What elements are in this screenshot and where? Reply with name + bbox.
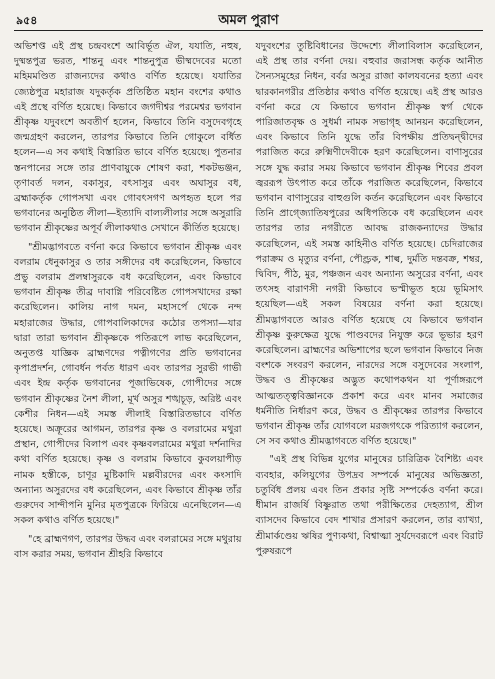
paragraph: "শ্রীমদ্ভাগবতে বর্ণনা করে কিভাবে ভগবান শ্রীকৃষ্ণ এবং বলরাম ধেনুকাসুর ও তার সঙ্গীদের বধ করেছিলেন, কিভাবে প্রভু বলরাম প্রলম্বাসুরকে বধ করেছিলেন, এবং কিভাবে ভগবান শ্রীকৃষ্ণ তীব্র দাবাগ্নি পরিবেষ্টিত গোপসখাদের রক্ষা করেছিলেন। কালিয় নাগ দমন, মহাসর্পে থেকে নন্দ মহারাজের উদ্ধার, গোপবালিকাদের কঠোর তপস্যা—যার দ্বারা তারা ভগবান শ্রীকৃষ্ণকে পতিরূপে লাভ করেছিলেন, অনুতপ্ত যাজ্ঞিক ব্রাহ্মণদের পত্নীগণের প্রতি ভগবানের কৃপাপ্রদর্শন, গোবর্ধন পর্বত ধারণ এবং তারপর সুরভী গাভী এবং ইন্দ্র কর্তৃক ভগবানের পূজাভিষেক, গোপীদের সঙ্গে ভগবান শ্রীকৃষ্ণের নৈশ লীলা, মূর্খ অসুর শঙ্খচূড়, অরিষ্ট এবং কেশীর নিধন—এই সমস্ত লীলাই বিস্তারিতভাবে বর্ণিত হয়েছে। অক্রূরের আগমন, তারপর কৃষ্ণ ও বলরামের মথুরা প্রস্থান, গোপীদের বিলাপ এবং কৃষ্ণবলরামের মথুরা দর্শনাদির কথা বর্ণিত হয়েছে। কৃষ্ণ ও বলরাম কিভাবে কুবলয়াপীড় নামক হস্তীকে, চাণূর মুষ্টিকাদি মল্লবীরদের এবং কংসাদি অন্যান্য অসুরদের বধ করেছিলেন, এবং কিভাবে শ্রীকৃষ্ণ তাঁর গুরুদেব সান্দীপনি মুনির মৃতপুত্রকে ফিরিয়ে এনেছিলেন—এ সকল কথাও বর্ণিত হয়েছে।" [14, 241, 242, 527]
page-number: ৯৫৪ [16, 14, 38, 27]
page-header [14, 10, 483, 31]
paragraph: "এই প্রস্থ বিভিন্ন যুগের মানুষের চারিত্রিক বৈশিষ্ট্য এবং ব্যবহার, কলিযুগের উপদ্রব সম্পর্কে মানুষের অভিজ্ঞতা, চতুর্বিধ প্রলয় এবং তিন প্রকার সৃষ্টি সম্পর্কেও বর্ণনা করে। ধীমান রাজর্ষি বিষ্ণুরাত তথা পরীক্ষিতের দেহত্যাগ, শ্রীল ব্যাসদেব কিভাবে বেদ শাখার প্রসারণ করলেন, তার ব্যাখ্যা, শ্রীমার্কণ্ডেয় ঋষির পুণ্যকথা, বিশ্বাত্মা সুর্যদেবরূপে এবং বিরাট পুরুষরূপে [255, 454, 483, 557]
paragraph: "হে ব্রাহ্মণগণ, তারপর উদ্ধব এবং বলরামের সঙ্গে মথুরায় বাস করার সময়, ভগবান শ্রীহরি কিভাবে [14, 533, 242, 560]
paragraph: অভিশপ্ত এই প্রস্থ চন্দ্রবংশে আবির্ভূত ঐল, যযাতি, নহুষ, দুষ্মন্তপুত্র ভরত, শান্তনু এবং শান্তনুপুত্র ভীষ্মদেবের মতো মহিমমণ্ডিত রাজন্যদের কথাও বর্ণিত হয়েছে। যযাতির জ্যেষ্ঠপুত্র মহারাজ যদুকর্তৃক প্রতিষ্ঠিত মহান বংশের কথাও এই প্রস্থে বর্ণিত হয়েছে। কিভাবে জগদীশ্বর পরমেশ্বর ভগবান শ্রীকৃষ্ণ যদুবংশে অবতীর্ণ হলেন, কিভাবে তিনি বসুদেবগৃহে জন্মগ্রহণ করলেন, তারপর কিভাবে তিনি গোকুলে বর্ধিত হলেন—এ সব কথাই বিস্তারিত ভাবে বর্ণিত হয়েছে। পুতনার স্তনপানের সঙ্গে তার প্রাণবায়ুকে শোষণ করা, শকটভঞ্জন, তৃণাবর্ত দলন, বকাসুর, বৎসাসুর এবং অঘাসুর বধ, ব্রহ্মাকর্তৃক গোপসখা এবং গোবৎসগণ অপহৃত হলে পর ভগবানের অনুষ্ঠিত লীলা—ইত্যাদি বাল্যলীলার সঙ্গে অসুরারি ভগবান শ্রীকৃষ্ণের অপূর্ব লীলাকথাও সেখানে কীর্তিত হয়েছে। [14, 41, 242, 235]
left-column [14, 39, 242, 671]
paragraph: যদুবংশের তুষ্টিবিধানের উদ্দেশ্যে লীলাবিলাস করেছিলেন, এই প্রস্থ তার বর্ণনা দেয়। বহুবার জরাসন্ধ কর্তৃক আনীত সৈন্যসমূহের নিধন, বর্বর অসুর রাজা কালযবনের হত্যা এবং দ্বারকানগরীর প্রতিষ্ঠার কথাও বর্ণিত হয়েছে। এই প্রস্থ আরও বর্ণনা করে যে কিভাবে ভগবান শ্রীকৃষ্ণ স্বর্গ থেকে পারিজাতবৃক্ষ ও সুধর্মা নামক সভাগৃহ আনয়ন করেছিলেন, এবং কিভাবে তিনি যুদ্ধে তাঁর বিপক্ষীয় প্রতিদ্বন্দ্বীদের পরাজিত করে রুক্মিণীদেবীকে হরণ করেছিলেন। বাণাসুরের সঙ্গে যুদ্ধ করার সময় কিভাবে ভগবান শ্রীকৃষ্ণ শিবের প্রবল জ্বররূপ উৎপাত করে তাঁকে পরাজিত করেছিলেন, কিভাবে ভগবান বাণাসুরের বাহুগুলি কর্তন করেছিলেন এবং কিভাবে তিনি প্রাগ্জ্যোতিষপুরের অধিপতিকে বধ করেছিলেন এবং তারপর তার নগরীতে আবদ্ধ রাজকন্যাদের উদ্ধার করেছিলেন, এই সমস্ত কাহিনীও বর্ণিত হয়েছে। চেদিরাজের পরাক্রম ও মৃত্যুর বর্ণনা, পৌণ্ড্রক, শাল্ব, দুর্মতি দন্তবক্র, শম্বর, দ্বিবিদ, পীঠ, মুর, পঞ্চজন এবং অন্যান্য অসুরের বর্ণনা, এবং তৎসহ বারাণসী নগরী কিভাবে ভস্মীভূত হয়ে ভূমিসাৎ হয়েছিল—এই সকল বিষয়ের বর্ণনা করা হয়েছে। শ্রীমদ্ভাগবতে আরও বর্ণিত হয়েছে যে কিভাবে ভগবান শ্রীকৃষ্ণ কুরুক্ষেত্র যুদ্ধে পাণ্ডবদের নিযুক্ত করে ভূভার হরণ করেছিলেন। ব্রাহ্মণের অভিশাপের ছলে ভগবান কিভাবে নিজ বংশকে সংবরণ করলেন, নারদের সঙ্গে বসুদেবের সংলাপ, উদ্ধব ও শ্রীকৃষ্ণের অদ্ভুত কথোপকথন যা পূর্ণাঙ্গরূপে আত্মতত্ত্ববিজ্ঞানকে প্রকাশ করে এবং মানব সমাজের ধর্মনীতি নির্ধারণ করে, উদ্ধব ও শ্রীকৃষ্ণের তারপর কিভাবে ভগবান শ্রীকৃষ্ণ তাঁর যোগবলে মরজগৎকে পরিত্যাগ করলেন, সে সব কথাও শ্রীমদ্ভাগবতে বর্ণিত হয়েছে।" [255, 41, 483, 448]
running-title: অমল পুরাণ [218, 13, 279, 28]
text-columns [14, 39, 483, 671]
right-column [256, 39, 484, 671]
